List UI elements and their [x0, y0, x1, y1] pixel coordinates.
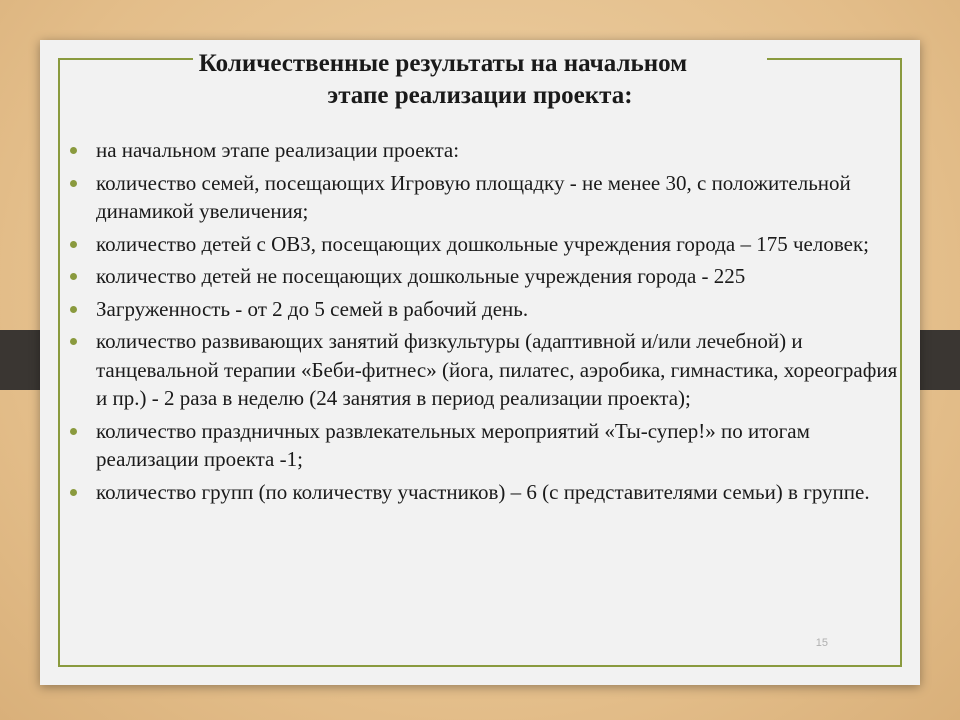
- bullet-text: количество детей не посещающих дошкольные учреждения города - 225: [96, 264, 746, 288]
- slide-paper: [40, 40, 920, 685]
- bullet-list: [68, 136, 898, 510]
- bullet-text: количество детей с ОВЗ, посещающих дошкольные учреждения города – 175 человек;: [96, 231, 869, 256]
- page-number: 15: [815, 637, 828, 649]
- bullet-item: [68, 327, 898, 413]
- bullet-text: количество развивающих занятий физкультуры (адаптивной и/или лечебной) и танцевальной терапии «Беби-фитнес» (йога, пилатес, аэробика, гимнастика, хореография и пр.) - 2 раза в неделю (24 занятия в период реализации проекта);: [96, 329, 898, 410]
- bullet-text: количество праздничных развлекательных мероприятий «Ты-супер!» по итогам реализации проекта -1;: [96, 418, 810, 471]
- bullet-item: [68, 295, 898, 324]
- bullet-text: на начальном этапе реализации проекта:: [96, 138, 460, 162]
- bullet-dot-icon: [70, 338, 77, 345]
- bullet-item: [68, 136, 898, 165]
- bullet-item: [68, 262, 898, 291]
- bullet-dot-icon: [70, 180, 77, 187]
- bullet-dot-icon: [70, 147, 77, 154]
- bullet-dot-icon: [70, 489, 77, 496]
- bullet-dot-icon: [70, 273, 77, 280]
- bullet-text: количество семей, посещающих Игровую площадку - не менее 30, с положительной динамикой увеличения;: [96, 170, 851, 223]
- bullet-item: [68, 169, 898, 226]
- title-line-1: Количественные результаты на начальном: [193, 48, 767, 80]
- bullet-item: [68, 417, 898, 474]
- bullet-text: количество групп (по количеству участников) – 6 (с представителями семьи) в группе.: [96, 479, 870, 504]
- bullet-dot-icon: [70, 428, 77, 435]
- bullet-item: [68, 230, 898, 259]
- bullet-dot-icon: [70, 306, 77, 313]
- bullet-text: Загруженность - от 2 до 5 семей в рабочий день.: [96, 296, 529, 321]
- bullet-dot-icon: [70, 241, 77, 248]
- title-line-2: этапе реализации проекта:: [327, 82, 633, 109]
- bullet-item: [68, 478, 898, 507]
- slide-title: [40, 48, 920, 112]
